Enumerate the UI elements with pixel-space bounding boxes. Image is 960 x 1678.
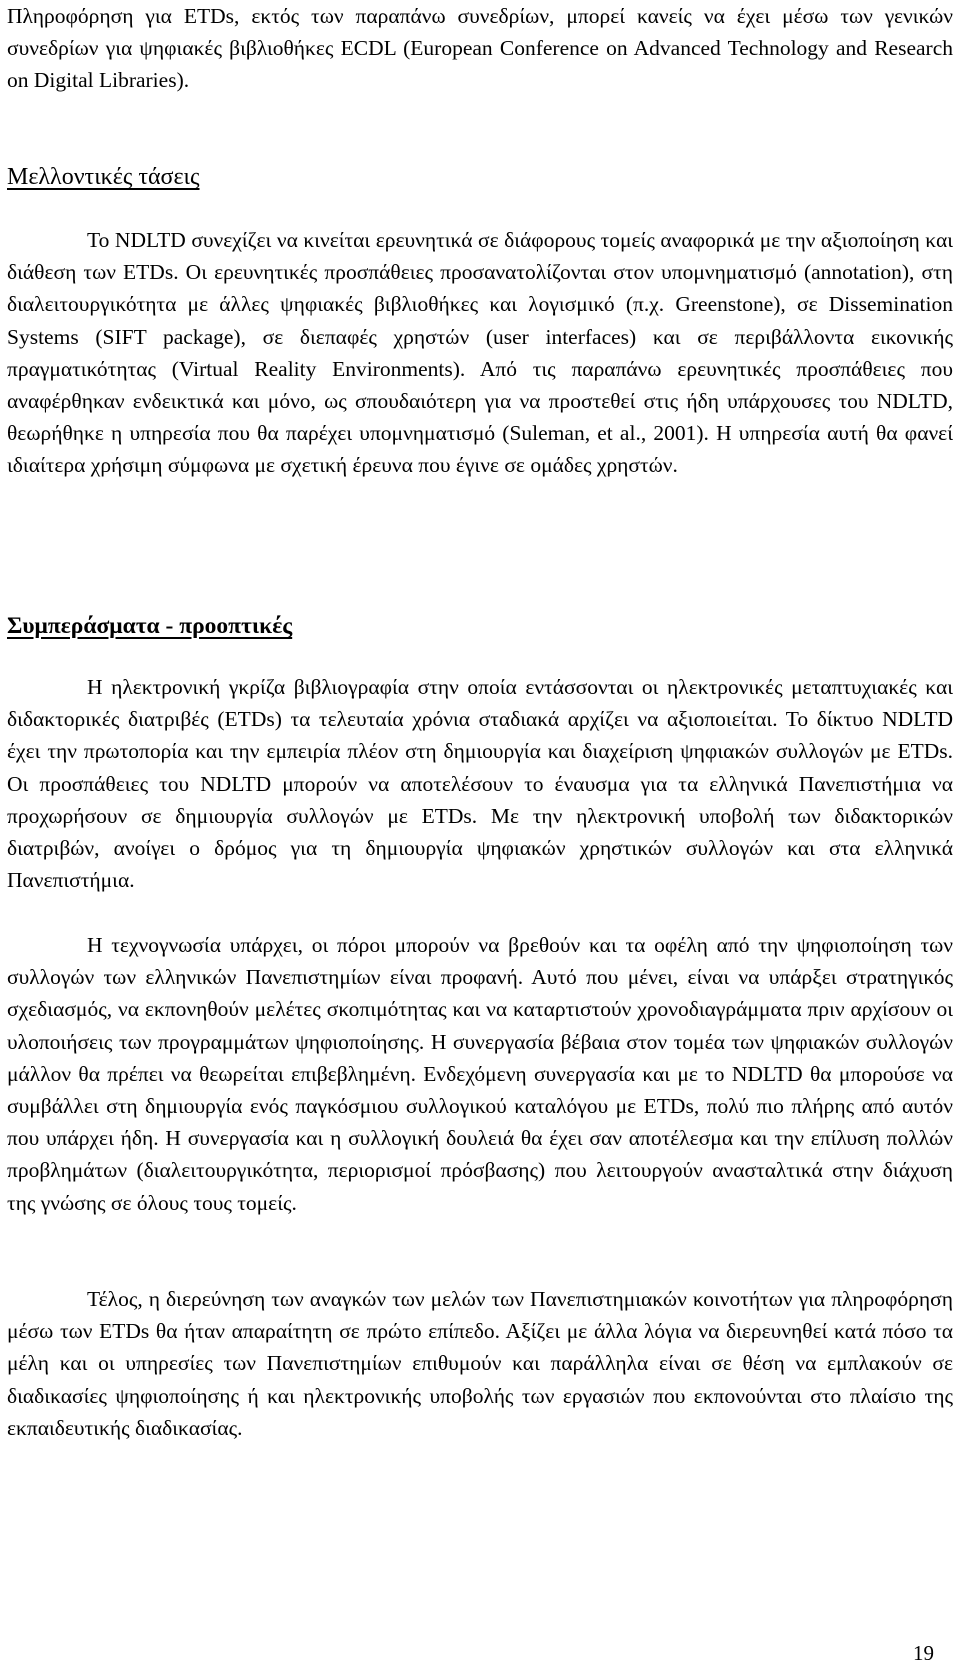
conclusions-paragraph-1: Η ηλεκτρονική γκρίζα βιβλιογραφία στην οποία εντάσσονται οι ηλεκτρονικές μεταπτυχιακές και διδακτορικές διατριβές (ETDs) τα τελευταία χρόνια σταδιακά αρχίζει να αξιοποιείται. Το δίκτυο NDLTD έχει την πρωτοπορία και την εμπειρία πλέον στη δημιουργία και διαχείριση ψηφιακών συλλογών με ETDs. Οι προσπάθειες του NDLTD μπορούν να αποτελέσουν το έναυσμα για τα ελληνικά Πανεπιστήμια να προχωρήσουν σε δημιουργία συλλογών με ETDs. Με την ηλεκτρονική υποβολή των διδακτορικών διατριβών, ανοίγει ο δρόμος για τη δημιουργία ψηφιακών χρηστικών συλλογών και στα ελληνικά Πανεπιστήμια. — [7, 675, 953, 893]
conclusions-paragraph-3: Τέλος, η διερεύνηση των αναγκών των μελών των Πανεπιστημιακών κοινοτήτων για πληροφόρηση μέσω των ETDs θα ήταν απαραίτητη σε πρώτο επίπεδο. Αξίζει με άλλα λόγια να διερευνηθεί κατά πόσο τα μέλη και οι υπηρεσίες των Πανεπιστημίων επιθυμούν και παράλληλα είναι σε θέση να εμπλακούν σε διαδικασίες ψηφιοποίησης ή και ηλεκτρονικής υποβολής των εργασιών που εκπονούνται στο πλαίσιο της εκπαιδευτικής διαδικασίας. — [7, 1287, 953, 1440]
page-number: 19 — [913, 1641, 934, 1665]
future-trends-paragraph: Το NDLTD συνεχίζει να κινείται ερευνητικά σε διάφορους τομείς αναφορικά με την αξιοποίηση και διάθεση των ETDs. Οι ερευνητικές προσπάθειες προσανατολίζονται στον υπομνηματισμό (annotation), στη διαλειτουργικότητα με άλλες ψηφιακές βιβλιοθήκες και λογισμικό (π.χ. Greenstone), σε Dissemination Systems (SIFT package), σε διεπαφές χρηστών (user interfaces) και σε περιβάλλοντα εικονικής πραγματικότητας (Virtual Reality Environments). Από τις παραπάνω ερευνητικές προσπάθειες που αναφέρθηκαν ενδεικτικά και μόνο, ως σπουδαιότερη για να προστεθεί στις ήδη υπάρχουσες του NDLTD, θεωρήθηκε η υπηρεσία που θα παρέχει υπομνηματισμό (Suleman, et al., 2001). Η υπηρεσία αυτή θα φανεί ιδιαίτερα χρήσιμη σύμφωνα με σχετική έρευνα που έγινε σε ομάδες χρηστών. — [7, 228, 953, 478]
conclusions-paragraph-2: Η τεχνογνωσία υπάρχει, οι πόροι μπορούν να βρεθούν και τα οφέλη από την ψηφιοποίηση των συλλογών των ελληνικών Πανεπιστημίων είναι προφανή. Αυτό που μένει, είναι να υπάρξει στρατηγικός σχεδιασμός, να εκπονηθούν μελέτες σκοπιμότητας και να καταρτιστούν χρονοδιαγράμματα πριν αρχίσουν οι υλοποιήσεις των προγραμμάτων ψηφιοποίησης. Η συνεργασία βέβαια στον τομέα των ψηφιακών συλλογών μάλλον θα πρέπει να θεωρείται επιβεβλημένη. Ενδεχόμενη συνεργασία και με το NDLTD θα μπορούσε να συμβάλλει στη δημιουργία ενός παγκόσμιου συλλογικού καταλόγου με ETDs, πολύ πιο πλήρης από αυτόν που υπάρχει ήδη. Η συνεργασία και η συλλογική δουλειά θα έχει σαν αποτέλεσμα και την επίλυση πολλών προβλημάτων (διαλειτουργικότητα, περιορισμοί πρόσβασης) που λειτουργούν ανασταλτικά στην διάχυση της γνώσης σε όλους τους τομείς. — [7, 933, 953, 1215]
conclusions-heading: Συμπεράσματα - προοπτικές — [7, 613, 293, 639]
future-trends-heading: Μελλοντικές τάσεις — [7, 164, 200, 190]
intro-paragraph: Πληροφόρηση για ETDs, εκτός των παραπάνω συνεδρίων, μπορεί κανείς να έχει μέσω των γενικών συνεδρίων για ψηφιακές βιβλιοθήκες ECDL (European Conference on Advanced Technology and Research on Digital Libraries). — [7, 4, 953, 93]
